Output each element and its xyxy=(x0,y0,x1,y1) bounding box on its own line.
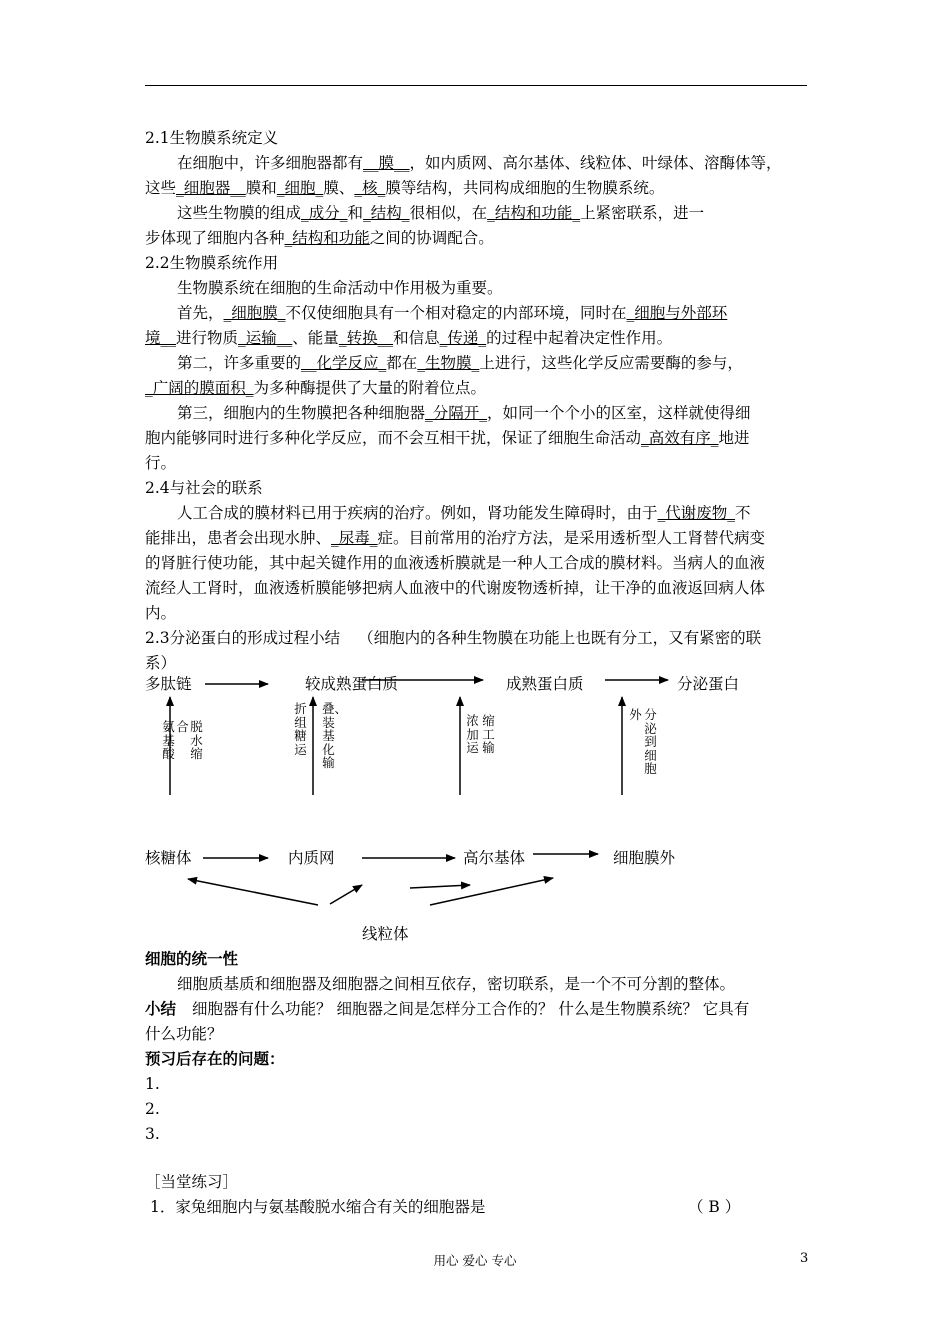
s21-line-1: 在细胞中，许多细胞器都有__膜__，如内质网、高尔基体、线粒体、叶绿体、溶酶体等， xyxy=(177,154,782,172)
section-2-3-title-cont: 系） xyxy=(145,654,177,672)
blank-composition: _成分_ xyxy=(301,204,348,222)
blank-biomembrane: _生物膜_ xyxy=(417,354,480,372)
label-golgi: 高尔基体 xyxy=(463,849,526,867)
blank-cell-exterior: _细胞与外部环 xyxy=(626,304,728,322)
s22-line-8: 行。 xyxy=(145,454,177,472)
s22-line-2: 首先，_细胞膜_不仅使细胞具有一个相对稳定的内部环境，同时在_细胞与外部环 xyxy=(177,304,728,322)
summary-line-1: 小结 细胞器有什么功能？ 细胞器之间是怎样分工合作的？ 什么是生物膜系统？ 它具有 xyxy=(145,1000,750,1018)
s21-line-3: 这些生物膜的组成_成分_和_结构_很相似，在_结构和功能_上紧密联系，进一 xyxy=(177,204,705,222)
s21-line-2: 这些_细胞器__膜和_细胞_膜、_核_膜等结构，共同构成细胞的生物膜系统。 xyxy=(145,179,665,197)
footer-text: 用心 爱心 专心 xyxy=(433,1253,517,1268)
note-secrete: 分泌到细胞 xyxy=(644,707,657,776)
s21-line-4: 步体现了细胞内各种_结构和功能之间的协调配合。 xyxy=(145,229,494,247)
label-mature-protein: 成熟蛋白质 xyxy=(506,675,584,693)
blank-chemical-reaction: __化学反应_ xyxy=(301,354,387,372)
s24-line-3: 的肾脏行使功能，其中起关键作用的血液透析膜就是一种人工合成的膜材料。当病人的血液 xyxy=(145,554,766,572)
blank-efficient-orderly: _高效有序_ xyxy=(641,429,719,447)
s22-line-1: 生物膜系统在细胞的生命活动中作用极为重要。 xyxy=(177,279,503,297)
note-process: 缩工输 xyxy=(482,713,495,755)
note-concentrate: 浓加运 xyxy=(466,713,479,755)
blank-membrane-area: _广阔的膜面积_ xyxy=(145,379,254,397)
practice-title: ［当堂练习］ xyxy=(145,1173,239,1191)
practice-question-1: 1．家兔细胞内与氨基酸脱水缩合有关的细胞器是 xyxy=(150,1198,486,1216)
label-ribosome: 核糖体 xyxy=(145,849,192,867)
blank-structure-function: _结构和功能_ xyxy=(487,204,581,222)
section-2-4-title: 2.4与社会的联系 xyxy=(145,479,263,497)
blank-cell: _细胞_ xyxy=(276,179,324,197)
note-dehydration: 脱水缩 xyxy=(190,719,203,761)
issue-3: 3. xyxy=(145,1125,160,1143)
issue-2: 2. xyxy=(145,1100,160,1118)
arrow-mito-to-er xyxy=(330,885,362,904)
note-combine: 合 xyxy=(176,719,189,734)
label-mitochondria: 线粒体 xyxy=(362,925,409,943)
blank-structure-function-2: _结构和功能 xyxy=(284,229,370,247)
s22-line-4: 第二，许多重要的__化学反应_都在_生物膜_上进行，这些化学反应需要酶的参与， xyxy=(177,354,743,372)
issue-1: 1. xyxy=(145,1075,160,1093)
blank-separate: _分隔开_ xyxy=(425,404,488,422)
unity-text: 细胞质基质和细胞器及细胞器之间相互依存，密切联系，是一个不可分割的整体。 xyxy=(177,975,736,993)
blank-organelle: _细胞器__ xyxy=(176,179,246,197)
label-polypeptide: 多肽链 xyxy=(145,675,192,693)
section-2-2-title: 2.2生物膜系统作用 xyxy=(145,254,279,272)
note-amino-acid: 氨基酸 xyxy=(162,719,175,761)
s22-line-6: 第三，细胞内的生物膜把各种细胞器_分隔开_，如同一个个小的区室，这样就使得细 xyxy=(177,404,751,422)
blank-transport: _运输__ xyxy=(238,329,293,347)
s24-line-5: 内。 xyxy=(145,604,177,622)
summary-label: 小结 xyxy=(145,1000,177,1018)
s24-line-1: 人工合成的膜材料已用于疾病的治疗。例如，肾功能发生障碍时，由于_代谢废物_不 xyxy=(177,504,751,522)
page-number: 3 xyxy=(800,1251,809,1266)
arrow-mito-to-golgi-1 xyxy=(410,885,470,888)
blank-cell-membrane: _细胞膜_ xyxy=(223,304,286,322)
blank-transmission: _传递_ xyxy=(439,329,487,347)
s22-line-3: 境__进行物质_运输__、能量_转换__和信息_传递_的过程中起着决定性作用。 xyxy=(145,329,673,347)
blank-nucleus: _核_ xyxy=(354,179,386,197)
label-immature-protein: 较成熟蛋白质 xyxy=(305,675,399,693)
note-outside: 外 xyxy=(629,707,642,722)
blank-membrane: __膜__ xyxy=(363,154,410,172)
blank-uremia: _尿毒_ xyxy=(331,529,378,547)
arrow-mito-to-ribosome xyxy=(188,879,318,905)
blank-conversion: _转换__ xyxy=(338,329,394,347)
s22-line-7: 胞内能够同时进行多种化学反应，而不会互相干扰，保证了细胞生命活动_高效有序_地进 xyxy=(145,429,750,447)
unity-title: 细胞的统一性 xyxy=(145,950,239,968)
label-cell-exterior: 细胞膜外 xyxy=(613,849,676,867)
label-secreted-protein: 分泌蛋白 xyxy=(677,675,740,693)
s24-line-2: 能排出，患者会出现水肿、_尿毒_症。目前常用的治疗方法，是采用透析型人工肾替代病变 xyxy=(145,529,766,547)
blank-structure: _结构_ xyxy=(363,204,410,222)
note-folding: 折组糖运 xyxy=(294,701,307,757)
label-er: 内质网 xyxy=(288,849,335,867)
arrow-mito-to-golgi-2 xyxy=(430,878,553,905)
summary-line-2: 什么功能？ xyxy=(145,1025,223,1043)
blank-metabolic-waste: _代谢废物_ xyxy=(657,504,736,522)
s22-line-5: _广阔的膜面积_为多种酶提供了大量的附着位点。 xyxy=(145,379,487,397)
s24-line-4: 流经人工肾时，血液透析膜能够把病人血液中的代谢废物透析掉，让干净的血液返回病人体 xyxy=(145,579,766,597)
section-2-1-title: 2.1生物膜系统定义 xyxy=(145,129,279,147)
issues-title: 预习后存在的问题： xyxy=(145,1050,285,1068)
section-2-3-title: 2.3分泌蛋白的形成过程小结 （细胞内的各种生物膜在功能上也既有分工，又有紧密的联 xyxy=(145,629,762,647)
note-assembly: 叠、装基化输 xyxy=(322,701,348,770)
practice-answer-1: （ B ） xyxy=(688,1198,741,1216)
